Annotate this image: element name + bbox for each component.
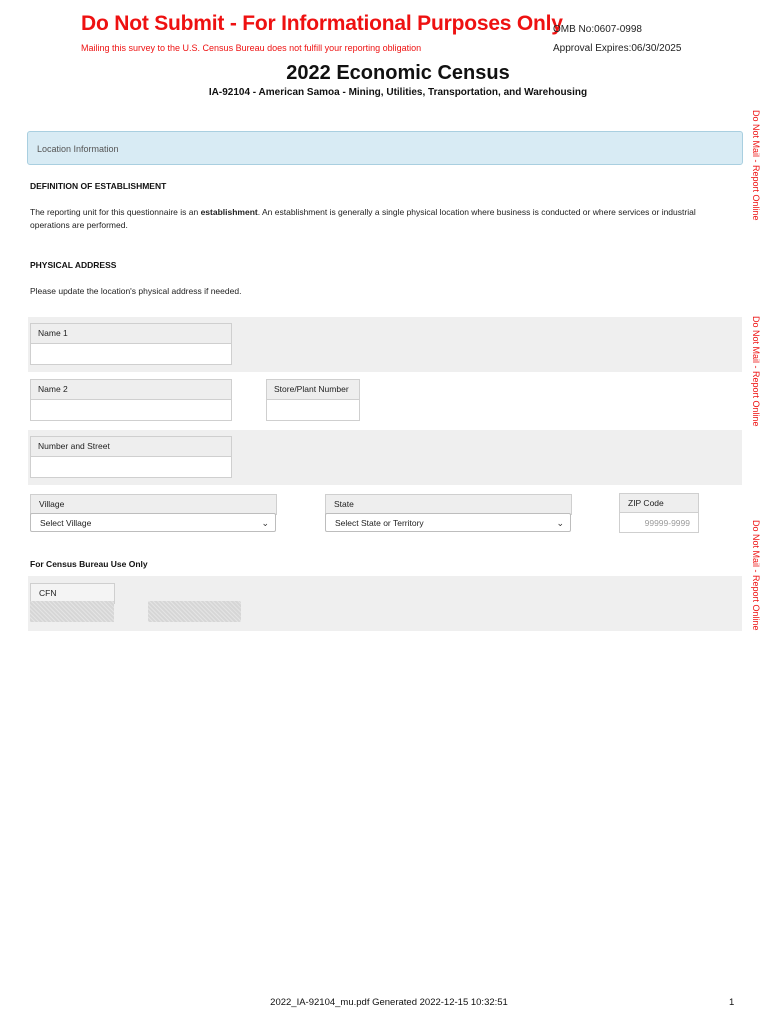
zip-label: ZIP Code	[619, 493, 699, 514]
definition-heading: DEFINITION OF ESTABLISHMENT	[30, 181, 167, 191]
side-note-middle: Do Not Mail - Report Online	[751, 316, 761, 427]
page-number: 1	[729, 997, 735, 1008]
chevron-down-icon: ⌄	[261, 518, 269, 528]
page-title: 2022 Economic Census	[286, 62, 510, 84]
cfn-input	[30, 601, 114, 622]
definition-text-bold: establishment	[200, 207, 258, 217]
warning-title: Do Not Submit - For Informational Purposes Only	[81, 12, 563, 35]
warning-subtitle: Mailing this survey to the U.S. Census Bureau does not fulfill your reporting obligation	[81, 43, 422, 53]
side-note-bottom: Do Not Mail - Report Online	[751, 520, 761, 631]
street-field	[30, 436, 232, 478]
state-select-value: Select State or Territory	[335, 518, 424, 528]
footer-generated: 2022_IA-92104_mu.pdf Generated 2022-12-15 10:32:51	[270, 997, 508, 1008]
name2-label: Name 2	[31, 380, 231, 400]
zip-input[interactable]: 99999-9999	[619, 512, 699, 533]
street-input[interactable]	[31, 457, 231, 477]
name2-field	[30, 379, 232, 421]
location-information-banner	[27, 131, 743, 165]
physical-address-heading: PHYSICAL ADDRESS	[30, 260, 117, 270]
side-note-top: Do Not Mail - Report Online	[751, 110, 761, 221]
definition-text-start: The reporting unit for this questionnaire is an	[30, 207, 201, 217]
village-label: Village	[30, 494, 277, 515]
definition-text	[30, 206, 720, 232]
village-select-value: Select Village	[40, 518, 92, 528]
store-plant-input[interactable]	[267, 400, 359, 420]
name1-field	[30, 323, 232, 365]
banner-label: Location Information	[37, 144, 119, 154]
state-label: State	[325, 494, 572, 515]
omb-number: OMB No:0607-0998	[553, 24, 642, 35]
chevron-down-icon: ⌄	[556, 518, 564, 528]
census-use-input	[148, 601, 241, 622]
state-select[interactable]	[325, 513, 571, 532]
definition-text-end: . An establishment is generally a single physical location where business is conducted or where services or industrial operations are performed.	[30, 207, 696, 230]
census-use-heading: For Census Bureau Use Only	[30, 559, 148, 569]
store-plant-field	[266, 379, 360, 421]
census-use-row	[28, 576, 742, 631]
physical-address-instruction: Please update the location's physical address if needed.	[30, 286, 242, 296]
name1-input[interactable]	[31, 344, 231, 364]
form-subtitle: IA-92104 - American Samoa - Mining, Utilities, Transportation, and Warehousing	[208, 87, 588, 98]
approval-expiry: Approval Expires:06/30/2025	[553, 43, 682, 54]
store-plant-label: Store/Plant Number	[267, 380, 359, 400]
name1-label: Name 1	[31, 324, 231, 344]
cfn-label: CFN	[30, 583, 115, 604]
village-select[interactable]	[30, 513, 276, 532]
name2-input[interactable]	[31, 400, 231, 420]
street-label: Number and Street	[31, 437, 231, 457]
